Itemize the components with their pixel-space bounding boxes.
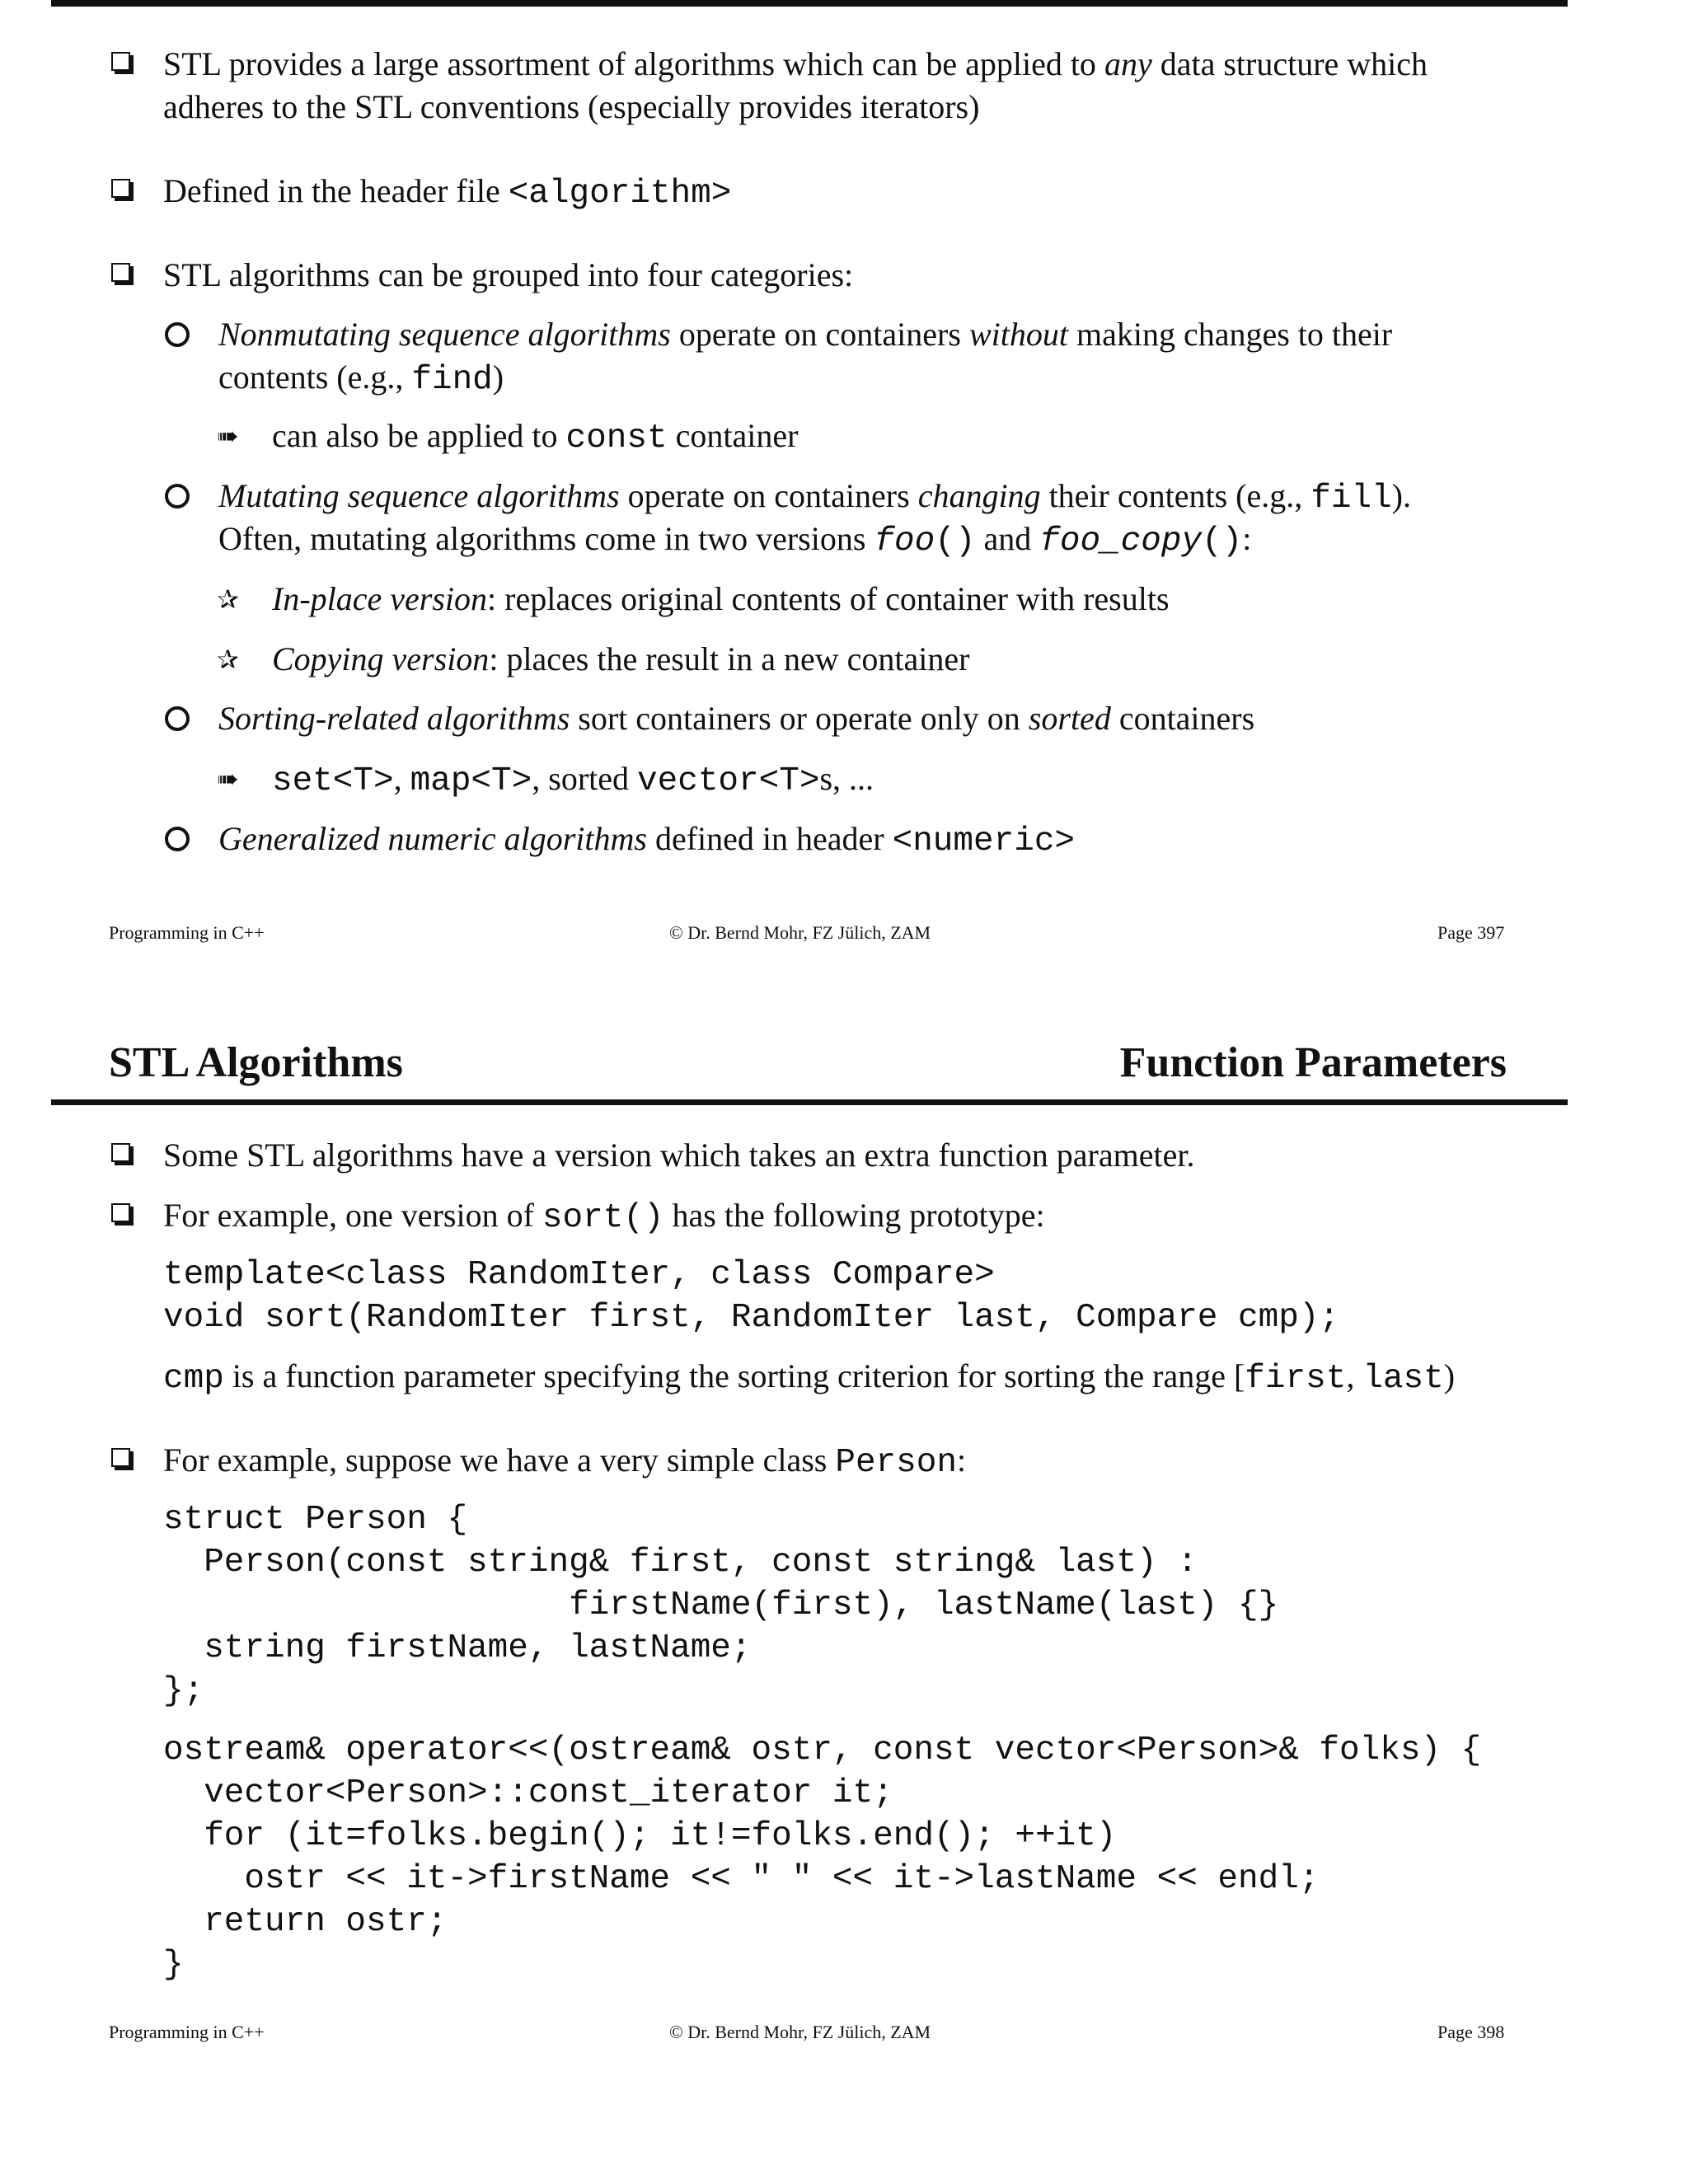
category-text: contents (e.g., find) [218, 359, 504, 399]
arrow-bullet-icon: ➠ [217, 420, 239, 452]
footer-page-number: Page 397 [1437, 922, 1505, 943]
checkbox-bullet-icon [111, 1203, 130, 1222]
bullet-text: Defined in the header file <algorithm> [163, 172, 732, 213]
circle-bullet-icon [165, 322, 190, 347]
struct-person-code: struct Person { Person(const string& first, const string& last) : firstName(first), lastName(last) {} string firstName, lastName; }; [163, 1501, 1279, 1710]
circle-bullet-icon [165, 706, 190, 731]
category-text: Often, mutating algorithms come in two versions foo() and foo_copy(): [218, 520, 1252, 560]
sub-item-text: In-place version: replaces original contents of container with results [272, 580, 1170, 617]
ostream-operator-code: ostream& operator<<(ostream& ostr, const vector<Person>& folks) { vector<Person>::const_iterator it; for (it=folks.begin(); it!=folks.end(); ++it) ostr << it->firstName << " " << it->lastName << endl; return ostr; } [163, 1732, 1482, 1984]
arrow-bullet-icon: ➠ [217, 763, 239, 794]
sub-item-text: Copying version: places the result in a new container [272, 640, 970, 677]
checkbox-bullet-icon [111, 263, 130, 282]
footer-center: © Dr. Bernd Mohr, FZ Jülich, ZAM [669, 2022, 931, 2042]
category-text: Sorting-related algorithms sort containers or operate only on sorted containers [218, 700, 1255, 737]
checkbox-bullet-icon [111, 1448, 130, 1467]
top-rule [51, 0, 1568, 7]
sub-item-text: can also be applied to const container [272, 417, 799, 457]
category-text: Nonmutating sequence algorithms operate on containers without making changes to their [218, 316, 1393, 353]
footer-center: © Dr. Bernd Mohr, FZ Jülich, ZAM [669, 922, 931, 943]
page-title: STL Algorithms [109, 1039, 403, 1086]
bullet-text: For example, one version of sort() has the following prototype: [163, 1197, 1045, 1237]
footer-left: Programming in C++ [109, 2022, 265, 2042]
footer-left: Programming in C++ [109, 922, 265, 943]
category-text: Generalized numeric algorithms defined in header <numeric> [218, 820, 1076, 860]
bullet-text: STL provides a large assortment of algorithms which can be applied to any data structure which [163, 45, 1428, 82]
sort-prototype-code: template<class RandomIter, class Compare> void sort(RandomIter first, RandomIter last, Compare cmp); [163, 1256, 1340, 1337]
bullet-text: Some STL algorithms have a version which takes an extra function parameter. [163, 1137, 1195, 1174]
heading-rule [51, 1099, 1568, 1105]
circle-bullet-icon [165, 827, 190, 851]
checkbox-bullet-icon [111, 179, 130, 198]
bullet-text: STL algorithms can be grouped into four categories: [163, 256, 854, 293]
category-text: Mutating sequence algorithms operate on containers changing their contents (e.g., fill). [218, 477, 1411, 518]
checkbox-bullet-icon [111, 1143, 130, 1162]
star-bullet-icon: ✰ [217, 644, 239, 675]
footer-page-number: Page 398 [1437, 2022, 1505, 2042]
cmp-description: cmp is a function parameter specifying the sorting criterion for sorting the range [first, last) [163, 1357, 1456, 1398]
star-bullet-icon: ✰ [217, 583, 239, 615]
checkbox-bullet-icon [111, 52, 130, 71]
sub-item-text: set<T>, map<T>, sorted vector<T>s, ... [272, 760, 874, 800]
page-subtitle: Function Parameters [1119, 1039, 1507, 1086]
bullet-text: adheres to the STL conventions (especially provides iterators) [163, 88, 980, 125]
bullet-text: For example, suppose we have a very simple class Person: [163, 1441, 967, 1482]
circle-bullet-icon [165, 484, 190, 509]
